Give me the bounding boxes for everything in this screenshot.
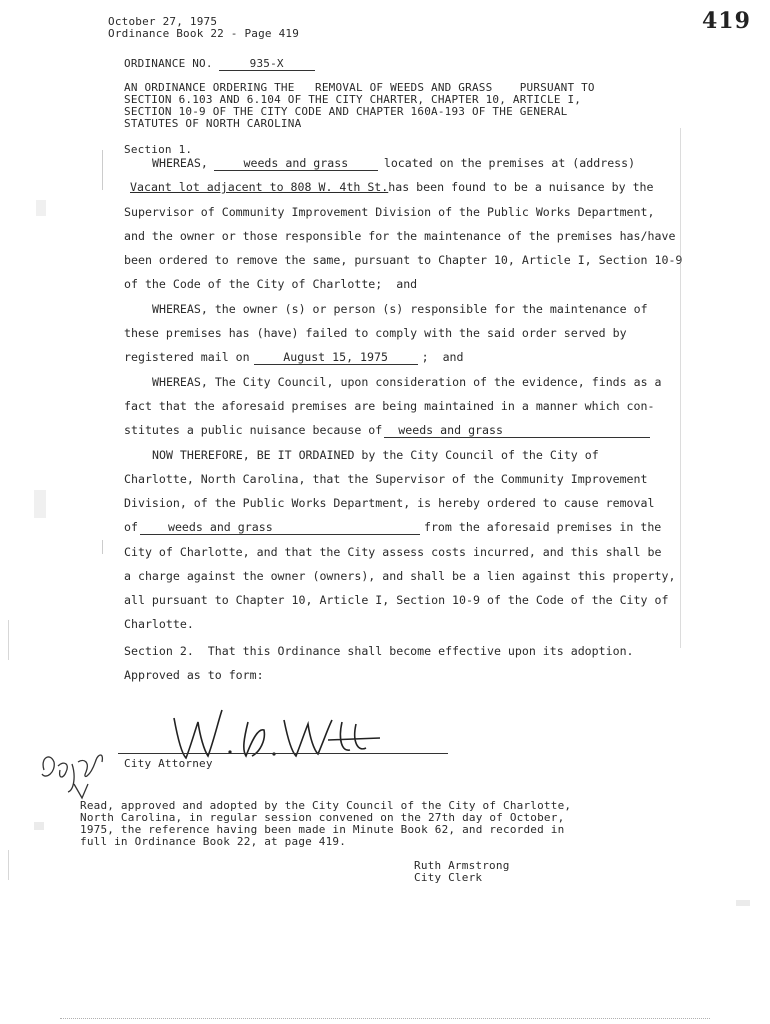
- body-line: of the Code of the City of Charlotte; and: [124, 277, 418, 291]
- closing-line-2: a charge against the owner (owners), and shall be a lien against this property,: [124, 569, 676, 583]
- certification-line-2: North Carolina, in regular session convened on the 27th day of October,: [80, 811, 565, 824]
- closing-line-3: all pursuant to Chapter 10, Article I, Section 10-9 of the Code of the City of: [124, 593, 669, 607]
- whereas-3-line-2: fact that the aforesaid premises are being maintained in a manner which con-: [124, 399, 655, 413]
- whereas-1-line: [152, 156, 635, 171]
- body-line: been ordered to remove the same, pursuant to Chapter 10, Article I, Section 10-9: [124, 253, 683, 267]
- header-book-reference: Ordinance Book 22 - Page 419: [108, 27, 300, 40]
- ordained-line-1: NOW THEREFORE, BE IT ORDAINED by the City Council of the City of: [152, 448, 599, 462]
- scan-smudge: [736, 900, 750, 906]
- edge-mark: [8, 850, 9, 880]
- nuisance-reason-field: weeds and grass: [384, 423, 650, 438]
- ordinance-title-line-3: SECTION 10-9 OF THE CITY CODE AND CHAPTER 160A-193 OF THE GENERAL: [124, 105, 568, 118]
- scan-smudge: [34, 490, 46, 518]
- body-line: Supervisor of Community Improvement Division of the Public Works Department,: [124, 205, 655, 219]
- premises-address: Vacant lot adjacent to 808 W. 4th St.: [130, 180, 389, 194]
- ordinance-number-line: [124, 58, 315, 71]
- body-line: and the owner or those responsible for the maintenance of the premises has/have: [124, 229, 676, 243]
- certification-line-4: full in Ordinance Book 22, at page 419.: [80, 835, 347, 848]
- ordinance-title-line-4: STATUTES OF NORTH CAROLINA: [124, 117, 302, 130]
- edge-mark: [8, 620, 9, 660]
- removal-item-field: weeds and grass: [140, 520, 420, 535]
- scan-smudge: [34, 822, 44, 830]
- attorney-title: City Attorney: [124, 757, 213, 770]
- left-margin-mark: [102, 150, 103, 190]
- left-margin-mark: [102, 540, 103, 554]
- nuisance-reason-label: stitutes a public nuisance because of: [124, 423, 383, 437]
- clerk-title: City Clerk: [414, 871, 483, 884]
- nuisance-reason-line: [124, 423, 650, 438]
- ordinance-number-label: ORDINANCE NO.: [124, 57, 213, 70]
- location-label: located on the premises at (address): [383, 156, 636, 170]
- section-2-text: Section 2. That this Ordinance shall become effective upon its adoption.: [124, 644, 634, 658]
- whereas-3-line-1: WHEREAS, The City Council, upon consideration of the evidence, finds as a: [152, 375, 662, 389]
- mail-date-field: August 15, 1975: [254, 350, 418, 365]
- registered-mail-line: [124, 350, 464, 365]
- clerk-name: Ruth Armstrong: [414, 859, 510, 872]
- whereas-label: WHEREAS,: [152, 156, 208, 170]
- section-1-heading: Section 1.: [124, 143, 193, 156]
- initials-mark: [34, 740, 118, 800]
- ordinance-title-line-2: SECTION 6.103 AND 6.104 OF THE CITY CHARTER, CHAPTER 10, ARTICLE I,: [124, 93, 582, 106]
- right-margin-rule: [680, 128, 681, 648]
- closing-line-4: Charlotte.: [124, 617, 194, 631]
- ordained-line-2: Charlotte, North Carolina, that the Supervisor of the Community Improvement: [124, 472, 648, 486]
- whereas-2-line-1: WHEREAS, the owner (s) or person (s) responsible for the maintenance of: [152, 302, 648, 316]
- ordinance-number: 935-X: [219, 58, 315, 71]
- footer-scan-edge: [60, 1018, 710, 1019]
- address-line: [130, 180, 654, 194]
- closing-line-1: City of Charlotte, and that the City assess costs incurred, and this shall be: [124, 545, 662, 559]
- certification-line-1: Read, approved and adopted by the City Council of the City of Charlotte,: [80, 799, 572, 812]
- ordained-line-3: Division, of the Public Works Department, is hereby ordered to cause removal: [124, 496, 655, 510]
- nuisance-finding: has been found to be a nuisance by the: [388, 180, 654, 194]
- certification-line-3: 1975, the reference having been made in Minute Book 62, and recorded in: [80, 823, 565, 836]
- approved-as-to-form: Approved as to form:: [124, 668, 264, 682]
- header-date: October 27, 1975: [108, 15, 218, 28]
- signature-line: [118, 753, 448, 754]
- removal-prefix: of: [124, 520, 138, 534]
- nuisance-item-field: weeds and grass: [214, 156, 378, 171]
- ordinance-title-line-1: AN ORDINANCE ORDERING THE REMOVAL OF WEEDS AND GRASS PURSUANT TO: [124, 81, 595, 94]
- page-number: 419: [702, 8, 751, 34]
- registered-mail-label: registered mail on: [124, 350, 250, 364]
- removal-suffix: from the aforesaid premises in the: [423, 520, 662, 534]
- mail-end: ; and: [421, 350, 464, 364]
- whereas-2-line-2: these premises has (have) failed to comply with the said order served by: [124, 326, 627, 340]
- scan-smudge: [36, 200, 46, 216]
- removal-line: [124, 520, 661, 535]
